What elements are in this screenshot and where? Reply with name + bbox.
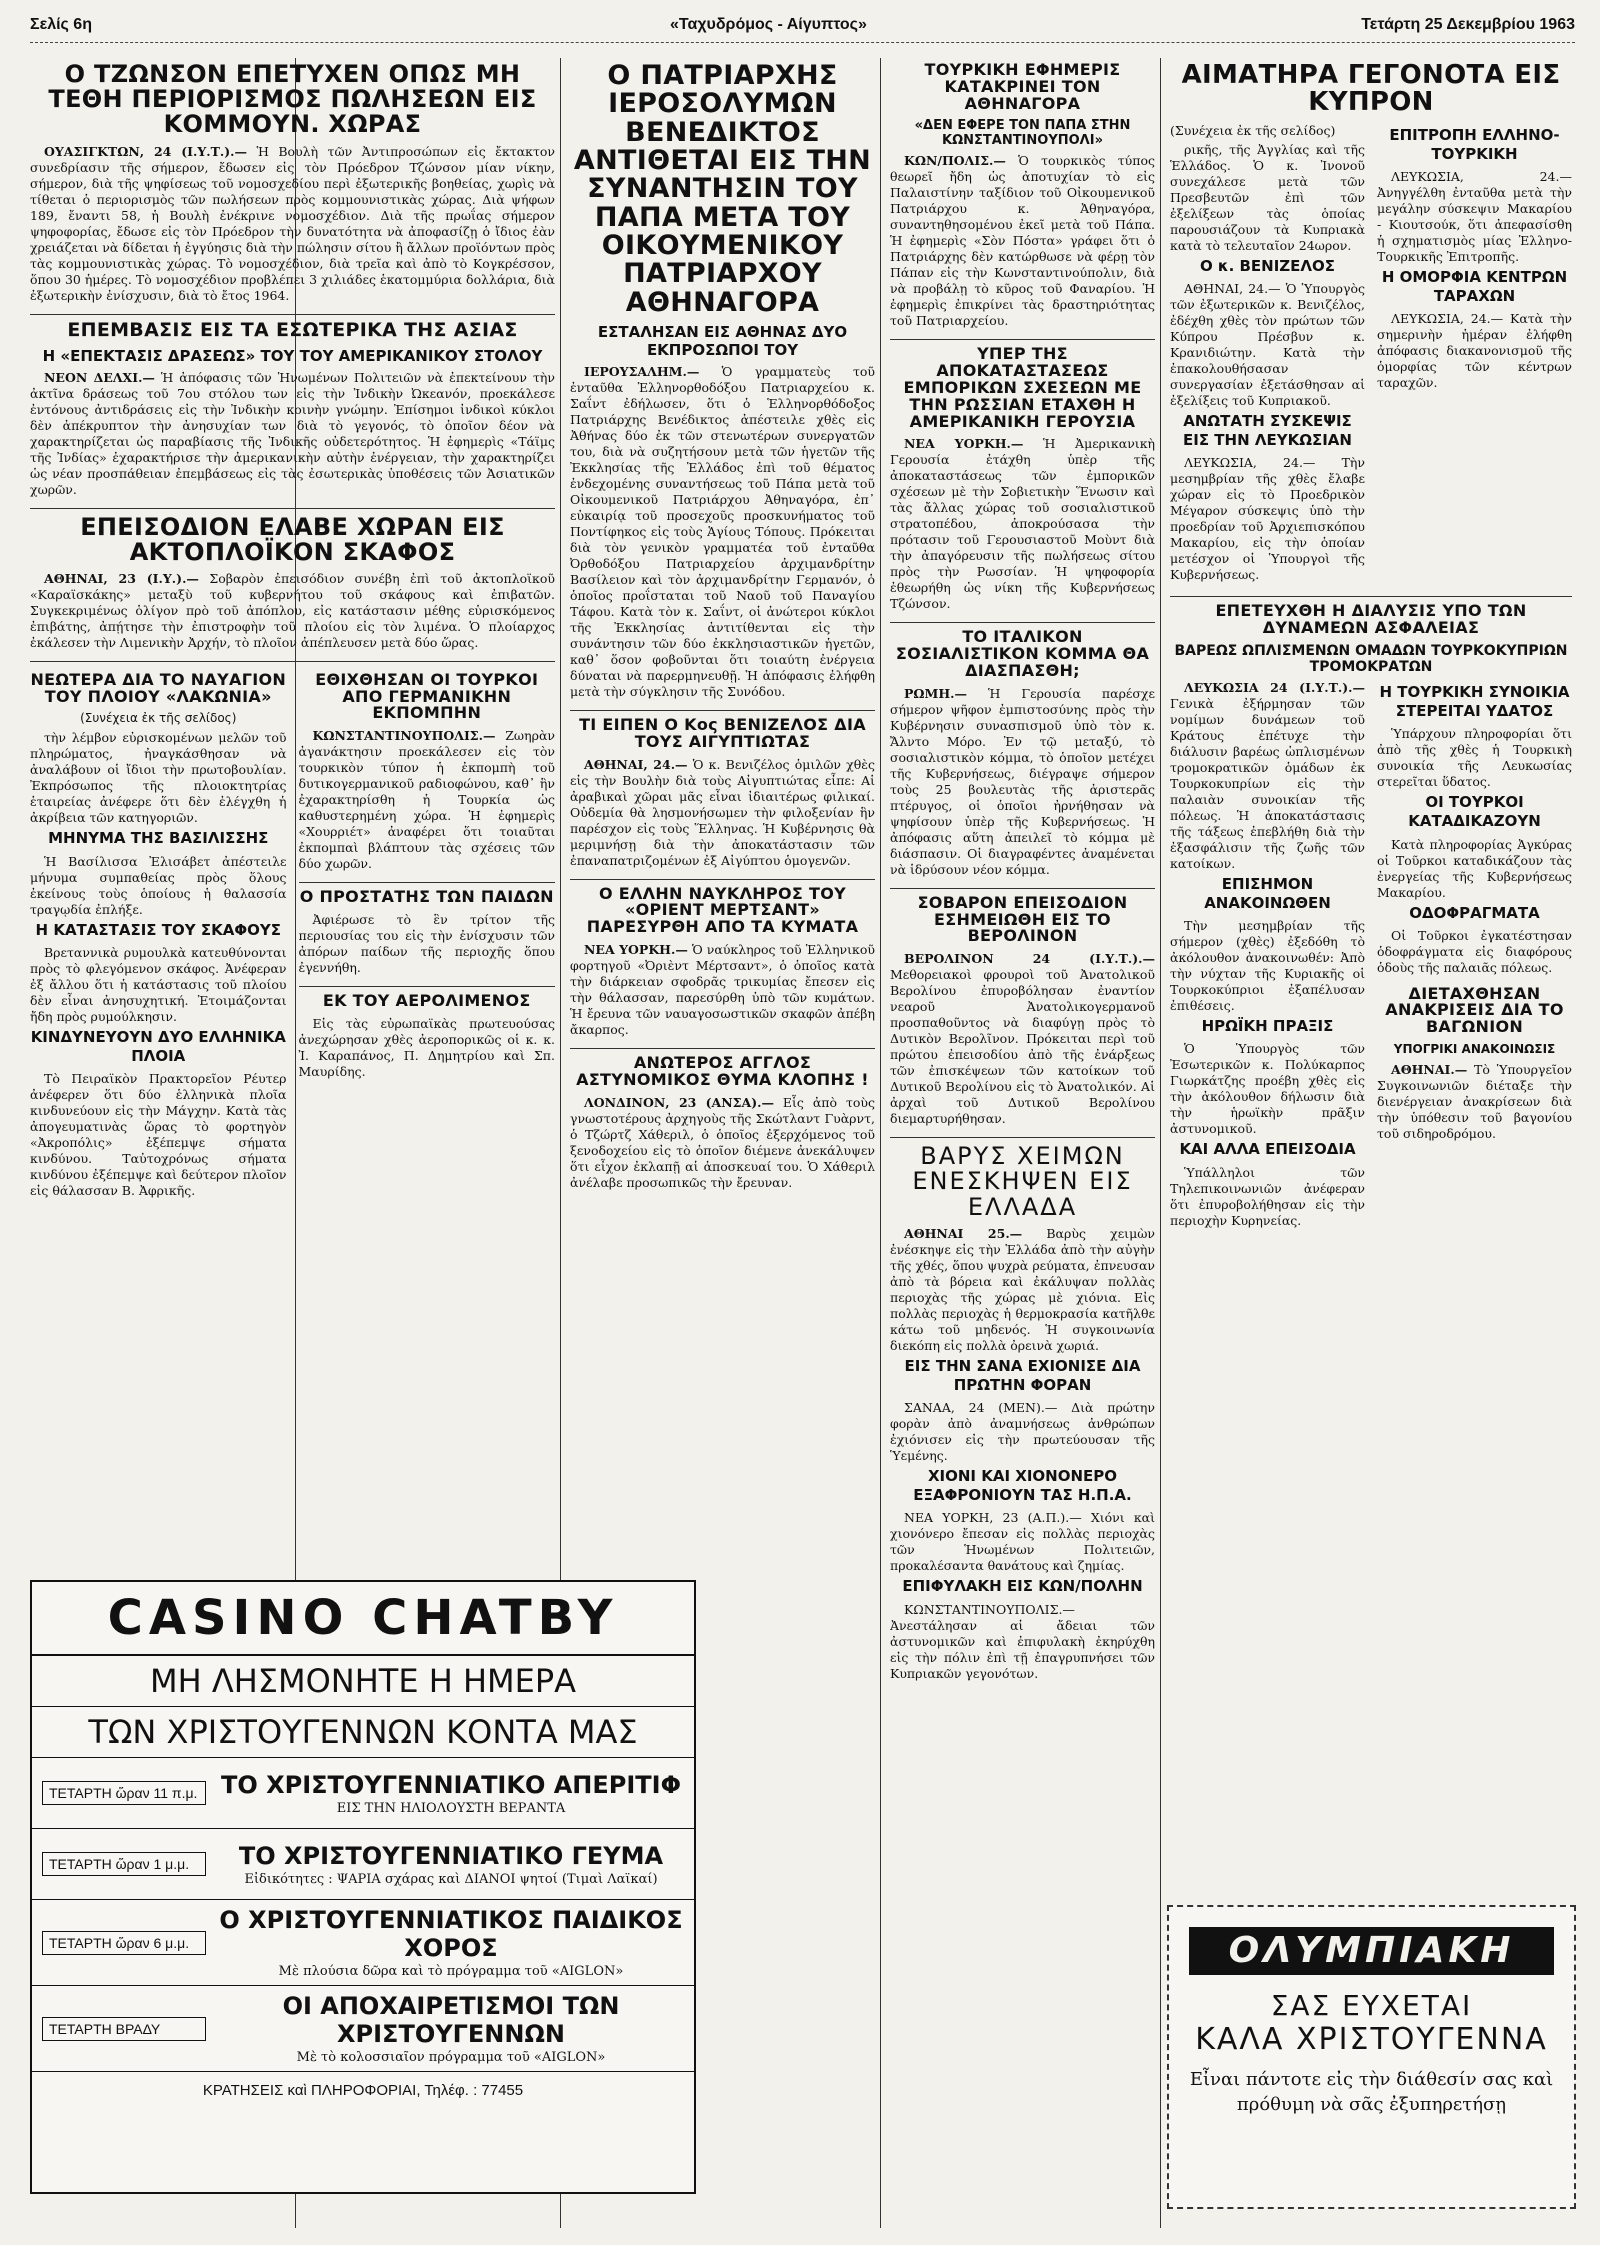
article-text: ΛΕΥΚΩΣΙΑ, 24.— Τὴν μεσημβρίαν τῆς χθὲς ἔλαβε χώραν εἰς τὸ Προεδρικὸν Μέγαρον σύσκεψις ὑπὸ τὴν προεδρίαν τοῦ Ἀρχιεπισκόπου Μακαρίου, εἰς τὴν ὁποίαν μετέσχον οἱ Ὑπουργοὶ τῆς Κυβερνήσεως. <box>1170 455 1365 583</box>
dateline: ΝΕΟΝ ΔΕΛΧΙ.— <box>44 369 155 385</box>
section-heading: Η ΚΑΤΑΣΤΑΣΙΣ ΤΟΥ ΣΚΑΦΟΥΣ <box>35 920 281 939</box>
section-heading: Ο κ. ΒΕΝΙΖΕΛΟΣ <box>1199 256 1336 275</box>
article-text: Εἰς τὰς εὐρωπαϊκὰς πρωτευούσας ἀνεχώρησαν χθὲς ἀεροπορικῶς οἱ κ. κ. Ἰ. Καραπάνος, Π. Δημητρίου καὶ Σπ. Μαυρίδης. <box>298 1015 555 1079</box>
article-children <box>299 889 556 976</box>
headline: ΒΑΡΥΣ ΧΕΙΜΩΝ ΕΝΕΣΚΗΨΕΝ ΕΙΣ ΕΛΛΑΔΑ <box>912 1142 1133 1221</box>
article-text: τὴν λέμβον εὐρισκομένων μελῶν τοῦ πληρώματος, ἠναγκάσθησαν νὰ ἀναλάβουν οἱ ἴδιοι τὴν πρωτοβουλίαν. Ἐκπρόσωπος τῆς πλοιοκτητρίας ἑταιρείας ἀνέφερε ὅτι δὲν ἐλέγχθη ἡ ἀκρίβεια τῶν κατηγοριῶν. <box>30 730 287 826</box>
dateline: ΑΘΗΝΑΙ, 24.— <box>584 756 688 772</box>
event-detail: ΕΙΣ ΤΗΝ ΗΛΙΟΛΟΥΣΤΗ ΒΕΡΑΝΤΑ <box>336 1800 566 1816</box>
article-text: ΣΑΝΑΑ, 24 (ΜΕΝ).— Διὰ πρώτην φορὰν ἀπὸ ἀναμνήσεως ἀνθρώπων ἐχιόνισεν εἰς τὴν πρωτεύουσαν τῆς Ὑεμένης. <box>890 1400 1155 1464</box>
divider <box>890 888 1155 889</box>
article-body <box>890 686 1155 878</box>
article-text: Κατὰ πληροφορίας Ἀγκύρας οἱ Τοῦρκοι καταδικάζουν τὰς ἐνεργείας τῆς Κυβερνήσεως Μακαρίου. <box>1377 836 1572 900</box>
headline: ΥΠΕΡ ΤΗΣ ΑΠΟΚΑΤΑΣΤΑΣΕΩΣ ΕΜΠΟΡΙΚΩΝ ΣΧΕΣΕΩΝ ΜΕ ΤΗΝ ΡΩΣΣΙΑΝ ΕΤΑΧΘΗ Η ΑΜΕΡΙΚΑΝΙΚΗ ΓΕΡΟΥΣΙΑ <box>903 344 1142 431</box>
event-name: ΟΙ ΑΠΟΧΑΙΡΕΤΙΣΜΟΙ ΤΩΝ ΧΡΙΣΤΟΥΓΕΝΝΩΝ <box>282 1992 620 2048</box>
article-body <box>30 370 555 498</box>
subheadline: ΒΑΡΕΩΣ ΩΠΛΙΣΜΕΝΩΝ ΟΜΑΔΩΝ ΤΟΥΡΚΟΚΥΠΡΙΩΝ ΤΡΟΜΟΚΡΑΤΩΝ <box>1174 642 1568 675</box>
article-body <box>570 757 875 869</box>
article-text: Ὁ ναύκληρος τοῦ Ἑλληνικοῦ φορτηγοῦ «Ὀριὲντ Μέρτσαντ», ὁ ὁποῖος κατὰ τὴν διάρκειαν σφοδρᾶς τρικυμίας ἔπεσεν εἰς τὴν θάλασσαν, παρεσύρθη ὑπὸ τῶν κυμάτων. Ἡ ἔρευνα τῶν ναυαγοσωστικῶν σκαφῶν ἀπέβη ἄκαρπος. <box>570 942 875 1038</box>
paper-name: «Ταχυδρόμος - Αίγυπτος» <box>670 16 867 33</box>
article-text: ΚΩΝΣΤΑΝΤΙΝΟΥΠΟΛΙΣ.— Ἀνεστάλησαν αἱ ἄδειαι τῶν ἀστυνομικῶν καὶ ἐπιφυλακὴ ἐκηρύχθη εἰς τὴν πόλιν ἐπὶ τῇ ἐπαγρυπνήσει τῶν Κυπριακῶν γεγονότων. <box>890 1601 1155 1681</box>
article-scotland-yard <box>570 1055 875 1191</box>
headline: ΔΙΕΤΑΧΘΗΣΑΝ ΑΝΑΚΡΙΣΕΙΣ ΔΙΑ ΤΟ ΒΑΓΩΝΙΟΝ <box>1385 983 1564 1037</box>
article-venizelos <box>570 717 875 869</box>
subheadline: ΥΠΟΓΡΙΚΙ ΑΝΑΚΟΙΝΩΣΙΣ <box>1393 1042 1556 1057</box>
column <box>1377 680 1572 1232</box>
dateline: ΛΕΥΚΩΣΙΑ 24 (Ι.Υ.Τ.).— <box>1184 679 1365 695</box>
subheadline: «ΔΕΝ ΕΦΕΡΕ ΤΟΝ ΠΑΠΑ ΣΤΗΝ ΚΩΝΣΤΑΝΤΙΝΟΥΠΟΛΙ» <box>914 118 1131 149</box>
headline: Ο ΠΑΤΡΙΑΡΧΗΣ ΙΕΡΟΣΟΛΥΜΩΝ ΒΕΝΕΔΙΚΤΟΣ ΑΝΤΙΘΕΤΑΙ ΕΙΣ ΤΗΝ ΣΥΝΑΝΤΗΣΙΝ ΤΟΥ ΠΑΠΑ ΜΕΤΑ ΤΟΥ ΟΙΚΟΥΜΕΝΙΚΟΥ ΠΑΤΡΙΑΡΧΟΥ ΑΘΗΝΑΓΟΡΑ <box>573 60 872 318</box>
section-heading: ΚΙΝΔΥΝΕΥΟΥΝ ΔΥΟ ΕΛΛΗΝΙΚΑ ΠΛΟΙΑ <box>30 1027 286 1066</box>
newspaper-page <box>30 10 1575 2235</box>
left-columns <box>30 58 555 1568</box>
two-col-block <box>1170 680 1572 1232</box>
article-text: Ἀφιέρωσε τὸ ἓν τρίτον τῆς περιουσίας του εἰς τὴν ἐνίσχυσιν τῶν ἀπόρων παίδων τῆς περιοχῆς ὅπου ἐγεννήθη. <box>298 912 555 976</box>
divider <box>30 508 555 509</box>
section-heading: ΟΙ ΤΟΥΡΚΟΙ ΚΑΤΑΔΙΚΑΖΟΥΝ <box>1408 793 1541 831</box>
issue-date: Τετάρτη 25 Δεκεμβρίου 1963 <box>1361 16 1575 33</box>
page-number: Σελίς 6η <box>30 16 92 33</box>
section-heading: ΑΝΩΤΑΤΗ ΣΥΣΚΕΨΙΣ ΕΙΣ ΤΗΝ ΛΕΥΚΩΣΙΑΝ <box>1183 411 1352 449</box>
headline: ΕΠΕΙΣΟΔΙΟΝ ΕΛΑΒΕ ΧΩΡΑΝ ΕΙΣ ΑΚΤΟΠΛΟΪΚΟΝ ΣΚΑΦΟΣ <box>80 512 505 566</box>
article-body <box>570 364 875 700</box>
event-time: ΤΕΤΑΡΤΗ ὥραν 1 μ.μ. <box>42 1852 206 1876</box>
article-body <box>30 571 555 651</box>
article-body <box>299 728 556 872</box>
article-body <box>890 1226 1155 1682</box>
column <box>30 668 287 1209</box>
divider <box>299 986 556 987</box>
column-rule <box>880 58 881 2228</box>
dateline: ΚΩΝ/ΠΟΛΙΣ.— <box>904 153 1006 169</box>
article-text: Ζωηρὰν ἀγανάκτησιν προεκάλεσεν εἰς τὸν τουρκικὸν τύπον ἡ ἐκπομπὴ τοῦ δυτικογερμανικοῦ ραδιοφώνου, καθ᾽ ἣν ἐχαρακτηρίσθη ἡ Τουρκία ὡς καθυστερημένη χώρα. Ἡ ἐφημερὶς «Χουρριέτ» ἀναφέρει ὅτι τοιαῦται ἐκπομπαὶ βλάπτουν τὰς σχέσεις τῶν δύο χωρῶν. <box>298 728 555 872</box>
article-text: Ἡ Βουλὴ τῶν Ἀντιπροσώπων εἰς ἔκτακτον συνεδρίασιν τῆς σήμερον, ἔδωσεν εἰς τὸν Πρόεδρον Τζώνσον μίαν νίκην, σήμερον, διὰ τῆς ψηφίσεως τοῦ νομοσχεδίου περὶ ἐξωτερικῆς βοηθείας, χωρὶς νὰ τίθεται ὁ περιορισμὸς τῶν πωλήσεων πρὸς κομμουνιστικὰς χώρας. Διὰ ψήφων 189, ἔναντι 58, ἡ Βουλὴ ἐνέκρινε νομοσχέδιον. Διὰ τῆς πρωΐας σήμερον ψηφοφορίας, ἔδωσε εἰς τὸν Πρόεδρον τὴν δυνατότητα νὰ ἀποφασίζῃ ὁ ἴδιος ἐὰν χρειάζεται νὰ δίδεται ἡ ἐγγύησις διὰ τὴν πώλησιν σίτου ἢ ἄλλων προϊόντων πρὸς τὰς κομμουνιστικὰς χώρας. Τὸ νομοσχέδιον, διὰ τρεῖα καὶ ἀπὸ τὸ Κογκρέσσον, ὅπου 30 ἡμέρες. Τὸ νομοσχέδιον προβλέπει 3 χιλιάδες ἑκατομμύρια δολλάρια, διὰ ἐξωτερικὴν ἐνίσχυσιν, διὰ τὸ ἔτος 1964. <box>30 143 555 303</box>
article-text: Εἷς ἀπὸ τοὺς γνωστοτέρους ἀρχηγοὺς τῆς Σκώτλαντ Γυὰρντ, ὁ Τζώρτζ Χάθεριλ, ὁ ὁποῖος ἐξερχόμενος τοῦ ξενοδοχείου εἰς τὸ ὁποῖον διέμενε ἀνεκάλυψεν ὅτι εἶχον ἐκλαπῇ αἱ ἀποσκευαί του. Ὁ Χάθεριλ ἀνέλαβε προσωπικῶς τὴν ἔρευναν. <box>570 1094 875 1190</box>
headline: Ο ΤΖΩΝΣΟΝ ΕΠΕΤΥΧΕΝ ΟΠΩΣ ΜΗ ΤΕΘΗ ΠΕΡΙΟΡΙΣΜΟΣ ΠΩΛΗΣΕΩΝ ΕΙΣ ΚΟΜΜΟΥΝ. ΧΩΡΑΣ <box>48 60 537 139</box>
olympic-airways-ad <box>1167 1905 1576 2209</box>
event-detail: Μὲ πλούσια δῶρα καὶ τὸ πρόγραμμα τοῦ «AIGLON» <box>278 1964 624 1979</box>
article-body <box>890 951 1155 1127</box>
headline: ΝΕΩΤΕΡΑ ΔΙΑ ΤΟ ΝΑΥΑΓΙΟΝ ΤΟΥ ΠΛΟΙΟΥ «ΛΑΚΩΝΙΑ» <box>30 669 287 706</box>
masthead <box>30 10 1575 43</box>
section-heading: ΟΔΟΦΡΑΓΜΑΤΑ <box>1409 903 1540 922</box>
article-text: ΑΘΗΝΑΙ, 24.— Ὁ Ὑπουργὸς τῶν ἐξωτερικῶν κ. Βενιζέλος, ἐδέχθη χθὲς τὸν πρώτων τῶν Κύπρου Πρέσβυν κ. Κρανιδιώτην. Κατὰ τὴν ἐπακολουθήσασαν συνεργασίαν ἐξετάσθησαν αἱ ἐξελίξεις τοῦ Κυπριακοῦ. <box>1170 280 1365 408</box>
subheadline: Η «ΕΠΕΚΤΑΣΙΣ ΔΡΑΣΕΩΣ» ΤΟΥ ΤΟΥ ΑΜΕΡΙΚΑΝΙΚΟΥ ΣΤΟΛΟΥ <box>42 346 543 365</box>
section-heading: ΗΡΩΪΚΗ ΠΡΑΞΙΣ <box>1201 1017 1334 1036</box>
olympic-logo: ΟΛΥΜΠΙΑΚΗ <box>1189 1927 1554 1975</box>
article-security-forces <box>1170 603 1572 1231</box>
dateline: ΑΘΗΝΑΙ, 23 (Ι.Υ.).— <box>44 570 199 586</box>
article-body <box>570 942 875 1038</box>
article-text: Οἱ Τοῦρκοι ἐγκατέστησαν ὁδοφράγματα εἰς διαφόρους ὁδοὺς τῆς παλαιᾶς πόλεως. <box>1377 927 1572 975</box>
column-5 <box>1170 58 1572 1898</box>
dateline: ΟΥΑΣΙΓΚΤΩΝ, 24 (Ι.Υ.Τ.).— <box>44 143 248 159</box>
column <box>1170 680 1365 1232</box>
article-text: Τὸ Ὑπουργεῖον Συγκοινωνιῶν διέταξε τὴν διενέργειαν ἀνακρίσεων διὰ τὴν ὑπόθεσιν τοῦ βαγονίου τοῦ σιδηροδρόμου. <box>1377 1062 1572 1142</box>
ad-line: ΤΩΝ ΧΡΙΣΤΟΥΓΕΝΝΩΝ ΚΟΝΤΑ ΜΑΣ <box>32 1707 694 1758</box>
article-text: ΝΕΑ ΥΟΡΚΗ, 23 (Α.Π.).— Χιόνι καὶ χιονόνερο ἔπεσαν εἰς πολλὰς περιοχὰς τῶν Ἡνωμένων Πολιτειῶν, προκαλέσαντα θανάτους καὶ ζημίας. <box>890 1510 1155 1574</box>
ad-event-row <box>32 1758 694 1829</box>
headline: ΕΠΕΜΒΑΣΙΣ ΕΙΣ ΤΑ ΕΣΩΤΕΡΙΚΑ ΤΗΣ ΑΣΙΑΣ <box>67 318 518 341</box>
headline: ΣΟΒΑΡΟΝ ΕΠΕΙΣΟΔΙΟΝ ΕΣΗΜΕΙΩΘΗ ΕΙΣ ΤΟ ΒΕΡΟΛΙΝΟΝ <box>917 892 1128 946</box>
headline: ΤΙ ΕΙΠΕΝ Ο Κος ΒΕΝΙΖΕΛΟΣ ΔΙΑ ΤΟΥΣ ΑΙΓΥΠΤΙΩΤΑΣ <box>579 715 866 751</box>
article-text: Ἡ Βασίλισσα Ἐλισάβετ ἀπέστειλε μήνυμα συμπαθείας πρὸς ὅλους ἐκείνους τοὺς ὁποίους ἡ θαλασσία τραγῳδία ἐπλήξε. <box>30 853 287 917</box>
article-text: Ὁ κ. Βενιζέλος ὁμιλῶν χθὲς εἰς τὴν Βουλὴν διὰ τοὺς Αἰγυπτιώτας εἶπε: Αἱ ἀραβικαὶ χῶραι μᾶς εἶναι ἰδιαιτέρως φιλικαί. Οὐδεμία θὰ λησμονήσωμεν τὴν φιλοξενίαν ἣν παρέσχον εἰς τοὺς Ἕλληνας. Ἡ Κυβέρνησις θὰ μεριμνήσῃ διὰ τὴν ἀποκατάστασιν τῶν ἐπαναπατριζομένων ἐξ Αἰγύπτου ὁμογενῶν. <box>570 756 875 868</box>
continuation-note: (Συνέχεια ἐκ τῆς σελίδος) <box>80 711 237 726</box>
event-time: ΤΕΤΑΡΤΗ ΒΡΑΔΥ <box>42 2017 206 2041</box>
ad-title: CASINO CHATBY <box>32 1582 694 1656</box>
ad-footer: ΚΡΑΤΗΣΕΙΣ καὶ ΠΛΗΡΟΦΟΡΙΑΙ, Τηλέφ. : 77455 <box>202 2082 524 2099</box>
article-us-senate <box>890 346 1155 612</box>
ad-event-row <box>32 1900 694 1986</box>
section-heading: Η ΟΜΟΡΦΙΑ ΚΕΝΤΡΩΝ ΤΑΡΑΧΩΝ <box>1381 267 1568 306</box>
article-body <box>30 730 287 1199</box>
casino-chatby-ad <box>30 1580 696 2194</box>
article-ship-incident <box>30 512 555 651</box>
article-body <box>890 153 1155 329</box>
ad-line: ΚΑΛΑ ΧΡΙΣΤΟΥΓΕΝΝΑ <box>1195 2022 1548 2057</box>
article-text: ρικῆς, τῆς Ἀγγλίας καὶ τῆς Ἑλλάδος. Ὁ κ. Ἰνονοῦ συνεχάλεσε μετὰ τῶν Πρεσβευτῶν ἐπὶ τῶν ἐξελίξεων τὰς ὁποίας παρουσιάζουν τὰ Κυπριακὰ κατὰ τὸ τελευταῖον 24ωρον. <box>1170 141 1365 253</box>
article-text: Ὁ Ὑπουργὸς τῶν Ἐσωτερικῶν κ. Πολύκαρπος Γιωρκάτζης προέβη χθὲς εἰς τὴν ἀκόλουθον δήλωσιν διὰ τὴν ἡρωϊκὴν πρᾶξιν ἀστυνομικοῦ. <box>1170 1041 1365 1137</box>
section-heading: ΜΗΝΥΜΑ ΤΗΣ ΒΑΣΙΛΙΣΣΗΣ <box>48 829 269 848</box>
headline: ΕΘΙΧΘΗΣΑΝ ΟΙ ΤΟΥΡΚΟΙ ΑΠΟ ΓΕΡΜΑΝΙΚΗΝ ΕΚΠΟΜΠΗΝ <box>315 669 539 723</box>
headline: ΤΟ ΙΤΑΛΙΚΟΝ ΣΟΣΙΑΛΙΣΤΙΚΟΝ ΚΟΜΜΑ ΘΑ ΔΙΑΣΠΑΣΘΗ; <box>895 627 1150 680</box>
event-time: ΤΕΤΑΡΤΗ ὥραν 11 π.μ. <box>42 1781 206 1805</box>
article-text: Μεθορειακοὶ φρουροὶ τοῦ Ἀνατολικοῦ Βερολίνου ἐπυροβόλησαν ἐναντίον νεαροῦ Ἀνατολικογερμανοῦ προσπαθοῦντος νὰ διαφύγῃ πρὸς τὸ Δυτικὸν Βερολῖνον. Πρόκειται περὶ τοῦ πρώτου ἐπεισοδίου ἀπὸ τῆς ἐνάρξεως τῶν ἐπισκέψεων τῶν κατοίκων τοῦ Δυτικοῦ Βερολίνου εἰς τὸ Ἀνατολικόν. Αἱ ἀρχαὶ τοῦ Δυτικοῦ Βερολίνου διεμαρτυρήθησαν. <box>890 967 1155 1127</box>
column <box>1377 123 1572 587</box>
two-col-block <box>30 668 555 1209</box>
section-heading: ΕΙΣ ΤΗΝ ΣΑΝΑ ΕΧΙΟΝΙΣΕ ΔΙΑ ΠΡΩΤΗΝ ΦΟΡΑΝ <box>904 1356 1141 1394</box>
article-text: Ἡ ἀπόφασις τῶν Ἡνωμένων Πολιτειῶν νὰ ἐπεκτείνουν τὴν ἀκτῖνα δράσεως τοῦ 7ου στόλου των εἰς τὴν Ἰνδικὴν Ὠκεανόν, προεκάλεσε ἐντόνους ἀντιδράσεις εἰς τὴν Ἰνδικὴν κοινὴν γνώμην. Ἐπίσημοι ἰνδικοὶ κύκλοι δὲν ἀπέκρυπτον τὴν ἀνησυχίαν των διὰ τὸ γεγονός, τὸ ὁποῖον δέον νὰ χαρακτηρίζεται ὡς παραβίασις τῆς Ἰνδικῆς οὐδετερότητος. Ἡ ἐφημερὶς «Τάϊμς τῆς Ἰνδίας» ἐχαρακτήρισε τὴν ἀμερικανικὴν αὐτὴν ἐνέργειαν, τὴν χαρακτηρίζει ὡς νέαν προσπάθειαν ἐπεμβάσεως εἰς τὰς ἐσωτερικὰς ὑποθέσεις τῶν Ἀσιατικῶν χωρῶν. <box>30 369 555 497</box>
divider <box>890 622 1155 623</box>
dateline: ΛΟΝΔΙΝΟΝ, 23 (ΑΝΣΑ).— <box>584 1094 774 1110</box>
divider <box>30 661 555 662</box>
article-airport <box>299 993 556 1080</box>
article-text: Βαρὺς χειμὼν ἐνέσκηψε εἰς τὴν Ἑλλάδα ἀπὸ τὴν αὐγὴν τῆς χθές, ὅπου ψυχρὰ ρεύματα, ἐπνευσαν ἀπὸ τὰ βόρεια καὶ ἐκάλυψαν πολλὰς περιοχὰς τῆς χώρας μὲ χιόνια. Εἰς πολλὰς περιοχὰς ἡ θερμοκρασία κατῆλθε κάτω τοῦ μηδενός. Ἡ συγκοινωνία διεκόπη εἰς πολλὰ ὀρεινὰ χωριά. <box>890 1225 1155 1353</box>
article-text: ΛΕΥΚΩΣΙΑ, 24.— Κατὰ τὴν σημερινὴν ἡμέραν ἐλήφθη ἀπόφασις διακανονισμοῦ τῆς ὁμορφίας τῶν κέντρων ταραχῶν. <box>1377 311 1572 391</box>
dateline: ΒΕΡΟΛΙΝΟΝ 24 (Ι.Υ.Τ.).— <box>904 951 1155 967</box>
divider <box>1170 596 1572 597</box>
column-rule <box>1160 58 1161 2228</box>
article-asia <box>30 318 555 498</box>
divider <box>299 882 556 883</box>
headline: ΑΙΜΑΤΗΡΑ ΓΕΓΟΝΟΤΑ ΕΙΣ ΚΥΠΡΟΝ <box>1181 60 1561 118</box>
headline: ΑΝΩΤΕΡΟΣ ΑΓΓΛΟΣ ΑΣΤΥΝΟΜΙΚΟΣ ΘΥΜΑ ΚΛΟΠΗΣ ! <box>576 1053 869 1089</box>
article-winter <box>890 1144 1155 1682</box>
ad-line: Εἶναι πάντοτε εἰς τὴν διάθεσίν σας καὶ πρόθυμη νὰ σᾶς ἐξυπηρετήσῃ <box>1189 2069 1554 2116</box>
dateline: ΑΘΗΝΑΙ.— <box>1391 1062 1468 1078</box>
article-text: Τὸ Πειραϊκὸν Πρακτορεῖον Ρέυτερ ἀνέφερεν ὅτι δύο ἑλληνικὰ πλοῖα κινδυνεύουν εἰς τὴν Μάγχην. Κατὰ τὰς ἀπογευματινὰς ὥρας τὸ φορτηγὸν «Ἀκροπόλις» ἐξέπεμψε σήματα κινδύνου. Ταὐτοχρόνως σήματα κινδύνου ἐξέπεμψε καὶ δεύτερον πλοῖον εἰς θάλασσαν Β. Ἀφρικῆς. <box>30 1071 287 1199</box>
event-time: ΤΕΤΑΡΤΗ ὥραν 6 μ.μ. <box>42 1931 206 1955</box>
article-turkish-paper <box>890 62 1155 329</box>
article-text: Ἡ Γερουσία παρέσχε σήμερον ψῆφον ἐμπιστοσύνης πρὸς τὴν Κυβέρνησιν συνασπισμοῦ ὑπὸ τὸν κ. Ἄλντο Μόρο. Ἐν τῷ μεταξύ, τὸ σοσιαλιστικὸν κόμμα, τὸ ὁποῖον μετέχει τῆς Κυβερνήσεως, διέγραψε σήμερον τοὺς 25 βουλευτὰς τῆς ἀριστερᾶς πτέρυγος, οἱ ὁποῖοι ἠρνήθησαν νὰ ψηφίσουν ὑπὲρ τῆς Κυβερνήσεως. Ἡ ἀπόφασις αὕτη ἀπειλεῖ τὸ κόμμα μὲ διάσπασιν. Οἱ διαγραφέντες ἀναμένεται νὰ ἱδρύσουν νέον κόμμα. <box>890 685 1155 877</box>
article-text: Τὴν μεσημβρίαν τῆς σήμερον (χθὲς) ἐξεδόθη τὸ ἀκόλουθον ἀνακοινωθέν: Ἀπὸ τὴν νύχταν τῆς Κυριακῆς οἱ Τουρκοκύπριοι ἐξαπέλυσαν ἐπιθέσεις. <box>1170 918 1365 1014</box>
event-name: Ο ΧΡΙΣΤΟΥΓΕΝΝΙΑΤΙΚΟΣ ΠΑΙΔΙΚΟΣ ΧΟΡΟΣ <box>219 1906 683 1962</box>
article-text: ΛΕΥΚΩΣΙΑ, 24.— Ἀνηγγέλθη ἐνταῦθα μετὰ τὴν μεγάλην σύσκεψιν Μακαρίου - Κιουτσούκ, ὅτι ἀπεφασίσθη ἡ σχηματισμὸς μίας Ἑλληνο-Τουρκικῆς Ἐπιτροπῆς. <box>1377 168 1572 264</box>
event-detail: Μὲ τὸ κολοσσιαῖον πρόγραμμα τοῦ «AIGLON» <box>296 2050 606 2065</box>
article-text: Γενικὰ ἐξήρμησαν τῶν νομίμων δυνάμεων τοῦ Κράτους ἐπέτυχε τὴν διάλυσιν βαρέως ὡπλισμένων τρομοκρατικῶν ὁμάδων ἐκ Τουρκοκυπρίων εἰς τὴν παλαιὰν συνοικίαν τῆς πόλεως. Ἡ ἀποκατάστασις τῆς τάξεως ἐπεβλήθη διὰ τὴν ἐξασφάλισιν τῆς ζωῆς τῶν κατοίκων. <box>1170 695 1365 871</box>
headline: ΕΚ ΤΟΥ ΑΕΡΟΛΙΜΕΝΟΣ <box>322 991 531 1011</box>
section-heading: Η ΤΟΥΡΚΙΚΗ ΣΥΝΟΙΚΙΑ ΣΤΕΡΕΙΤΑΙ ΥΔΑΤΟΣ <box>1379 682 1570 720</box>
continuation-note: (Συνέχεια ἐκ τῆς σελίδος) <box>1170 122 1336 138</box>
dateline: ΚΩΝΣΤΑΝΤΙΝΟΥΠΟΛΙΣ.— <box>312 728 496 744</box>
column-3 <box>570 58 875 1588</box>
headline: Ο ΠΡΟΣΤΑΤΗΣ ΤΩΝ ΠΑΙΔΩΝ <box>299 887 554 907</box>
divider <box>570 1048 875 1049</box>
divider <box>890 1137 1155 1138</box>
article-berlin <box>890 892 1155 1127</box>
article-text: Βρεταννικὰ ρυμουλκὰ κατευθύνονται πρὸς τὸ φλεγόμενον σκάφος. Ἀνέφεραν ἐξ ἄλλου ὅτι ἡ κατάστασις τοῦ πλοίου δὲν εἶναι ἀνησυχητική. Ἐτοιμάζονται ἤδη πρὸς ρυμούλκησιν. <box>30 944 287 1024</box>
dateline: ΡΩΜΗ.— <box>904 685 968 701</box>
section-heading: ΕΠΙΤΡΟΠΗ ΕΛΛΗΝΟ-ΤΟΥΡΚΙΚΗ <box>1389 125 1560 163</box>
event-detail: Εἰδικότητες : ΨΑΡΙΑ σχάρας καὶ ΔΙΑΝΟΙ ψητοί (Τιμαὶ Λαϊκαί) <box>244 1871 658 1887</box>
section-heading: ΕΠΙΣΗΜΟΝ ΑΝΑΚΟΙΝΩΘΕΝ <box>1204 874 1331 912</box>
article-text: Ἡ Ἀμερικανικὴ Γερουσία ἐτάχθη ὑπὲρ τῆς ἀποκαταστάσεως τῶν ἐμπορικῶν σχέσεων μὲ τὴν Σοβιετικὴν Ἕνωσιν καὶ τὰς ἄλλας χώρας τοῦ σοσιαλιστικοῦ στρατοπέδου, ἀποκρούσασα τὴν πρότασιν τοῦ Γερουσιαστοῦ Μοὺντ διὰ τὴν ἀπαγόρευσιν τῆς πωλήσεως σίτου πρὸς τὴν Ρωσσίαν. Ἡ ψηφοφορία ἐθεωρήθη ὡς νίκη τῆς Κυβερνήσεως Τζώνσον. <box>890 436 1155 612</box>
two-col-block <box>1170 123 1572 587</box>
dateline: ΑΘΗΝΑΙ 25.— <box>904 1225 1023 1241</box>
event-name: ΤΟ ΧΡΙΣΤΟΥΓΕΝΝΙΑΤΙΚΟ ΓΕΥΜΑ <box>238 1841 664 1870</box>
headline: ΤΟΥΡΚΙΚΗ ΕΦΗΜΕΡΙΣ ΚΑΤΑΚΡΙΝΕΙ ΤΟΝ ΑΘΗΝΑΓΟΡΑ <box>924 60 1121 113</box>
divider <box>570 710 875 711</box>
ad-line: ΣΑΣ ΕΥΧΕΤΑΙ <box>1270 1989 1473 2022</box>
ad-line: ΜΗ ΛΗΣΜΟΝΗΤΕ Η ΗΜΕΡΑ <box>32 1656 694 1707</box>
column-4 <box>890 58 1155 2228</box>
headline: Ο ΕΛΛΗΝ ΝΑΥΚΛΗΡΟΣ ΤΟΥ «ΟΡΙΕΝΤ ΜΕΡΤΣΑΝΤ» ΠΑΡΕΣΥΡΘΗ ΑΠΟ ΤΑ ΚΥΜΑΤΑ <box>586 883 859 937</box>
article-lakonia <box>30 669 287 1199</box>
article-text: Ὑπάλληλοι τῶν Τηλεπικοινωνιῶν ἀνέφεραν ὅτι ἐπυροβολήθησαν εἰς τὴν περιοχὴν Κυρηνείας. <box>1170 1164 1365 1228</box>
dateline: ΝΕΑ ΥΟΡΚΗ.— <box>584 942 688 958</box>
article-johnson <box>30 62 555 304</box>
article-text: Σοβαρὸν ἐπεισόδιον συνέβη ἐπὶ τοῦ ἀκτοπλοϊκοῦ «Καραϊσκάκης» μεταξὺ τοῦ κυβερνήτου τοῦ σκάφους καὶ ἐπιβατῶν. Συγκεκριμένως ὁλίγον πρὸ τοῦ ἀπόπλου, εἰς κατάστασιν μέθης εὑρισκόμενος ἐπιβάτης, ἀπῄτησε τὴν ἐπιστροφὴν τοῦ πλοίου εἰς τὸν λιμένα. Ὁ πλοίαρχος ἐκάλεσεν τὴν Λιμενικὴν Ἀρχήν, τὸ πλοῖον ἀπέπλευσεν μετὰ δύο ὥρας. <box>30 570 555 650</box>
article-cyprus <box>1170 62 1572 586</box>
dateline: ΙΕΡΟΥΣΑΛΗΜ.— <box>584 364 700 380</box>
dateline: ΝΕΑ ΥΟΡΚΗ.— <box>904 436 1024 452</box>
article-body <box>570 1095 875 1191</box>
subheadline: ΕΣΤΑΛΗΣΑΝ ΕΙΣ ΑΘΗΝΑΣ ΔΥΟ ΕΚΠΡΟΣΩΠΟΙ ΤΟΥ <box>597 323 848 360</box>
divider <box>30 314 555 315</box>
divider <box>570 879 875 880</box>
article-body <box>890 436 1155 612</box>
event-name: ΤΟ ΧΡΙΣΤΟΥΓΕΝΝΙΑΤΙΚΟ ΑΠΕΡΙΤΙΦ <box>221 1770 681 1799</box>
article-turks-german <box>298 669 556 872</box>
ad-event-row <box>32 1986 694 2072</box>
ad-event-row <box>32 1829 694 1900</box>
section-heading: ΚΑΙ ΑΛΛΑ ΕΠΕΙΣΟΔΙΑ <box>1179 1140 1356 1159</box>
article-body <box>30 144 555 304</box>
article-patriarch <box>570 62 875 700</box>
article-orient-merchant <box>570 883 875 1038</box>
headline: ΕΠΕΤΕΥΧΘΗ Η ΔΙΑΛΥΣΙΣ ΥΠΟ ΤΩΝ ΔΥΝΑΜΕΩΝ ΑΣΦΑΛΕΙΑΣ <box>1215 601 1527 637</box>
article-text: Ὁ τουρκικὸς τύπος θεωρεῖ ἤδη ὡς ἀποτυχίαν τὸ εἰς Παλαιστίνην ταξίδιον τοῦ Οἰκουμενικοῦ Πατριάρχου κ. Ἀθηναγόρα, συναντηθησομένου ἐκεῖ μετὰ τοῦ Πάπα. Ἡ ἐφημερὶς «Σὸν Πόστα» γράφει ὅτι ὁ Πατριάρχης δὲν κατώρθωσε νὰ φέρῃ τὸν Πάπαν εἰς τὴν Κωνσταντινούπολιν, διὰ νὰ προβάλῃ τὸ κῦρος τοῦ Φαναρίου. Ἡ ἐφημερὶς ἐπικρίνει τὰς δραστηριότητας τοῦ Πατριαρχείου. <box>890 153 1155 329</box>
divider <box>890 339 1155 340</box>
article-text: Ὑπάρχουν πληροφορίαι ὅτι ἀπὸ τῆς χθὲς ἡ Τουρκικὴ συνοικία τῆς Λευκωσίας στερεῖται ὕδατος. <box>1377 726 1572 790</box>
section-heading: ΕΠΙΦΥΛΑΚΗ ΕΙΣ ΚΩΝ/ΠΟΛΗΝ <box>902 1577 1143 1596</box>
column <box>299 668 556 1209</box>
article-text: Ὁ γραμματεὺς τοῦ ἐνταῦθα Ἑλληνορθοδόξου Πατριαρχείου κ. Σαΐντ ἐδήλωσεν, ὅτι ὁ Ἑλληνορθόδοξος Πατριάρχης Βενέδικτος ἀπέστειλε χθὲς εἰς Ἀθήνας δύο ἐκ τῶν στενωτέρων συνεργατῶν του, διὰ νὰ συζητήσουν μετὰ τῶν ἡγετῶν τῆς Ἐκκλησίας τῆς Ἑλλάδος ἐπὶ τοῦ θέματος ἐνδεχομένης συναντήσεως τοῦ Πάπα μετὰ τοῦ Οἰκουμενικοῦ Πατριάρχου Ἀθηναγόρα, ἐπ᾽ εὐκαιρίᾳ τοῦ προσεχοῦς προσκυνήματος τοῦ Ποντίφηκος εἰς τοὺς Ἁγίους Τόπους. Πρόκειται διὰ τὸν γενικὸν γραμματέα τοῦ ἐνταῦθα Ὀρθοδόξου Πατριαρχείου ἀρχιμανδρίτην Βασίλειον καὶ τὸν ἀρχιμανδρίτην Γερμανόν, ὁ ὁποῖος προΐσταται τοῦ Ναοῦ τοῦ Παναγίου Τάφου. Κατὰ τὸν κ. Σαΐντ, οἱ ἀνώτεροι κύκλοι τῆς Ἐκκλησίας ἀντιτίθενται εἰς τὴν συνάντησιν τῶν δύο ἐκκλησιαστικῶν ἡγετῶν, καθ᾽ ὅσον φοβοῦνται ὅτι τοιαύτη ἐνέργεια δύναται νὰ παρερμηνευθῇ. Ἡ ἀπόφασις ἐλήφθη μετὰ τὴν σύγκλησιν τῆς Συνόδου. <box>570 364 875 700</box>
section-heading: ΧΙΟΝΙ ΚΑΙ ΧΙΟΝΟΝΕΡΟ ΕΞΑΦΡΟΝΙΟΥΝ ΤΑΣ Η.Π.Α. <box>913 1467 1132 1505</box>
article-italian-socialists <box>890 629 1155 877</box>
column <box>1170 123 1365 587</box>
